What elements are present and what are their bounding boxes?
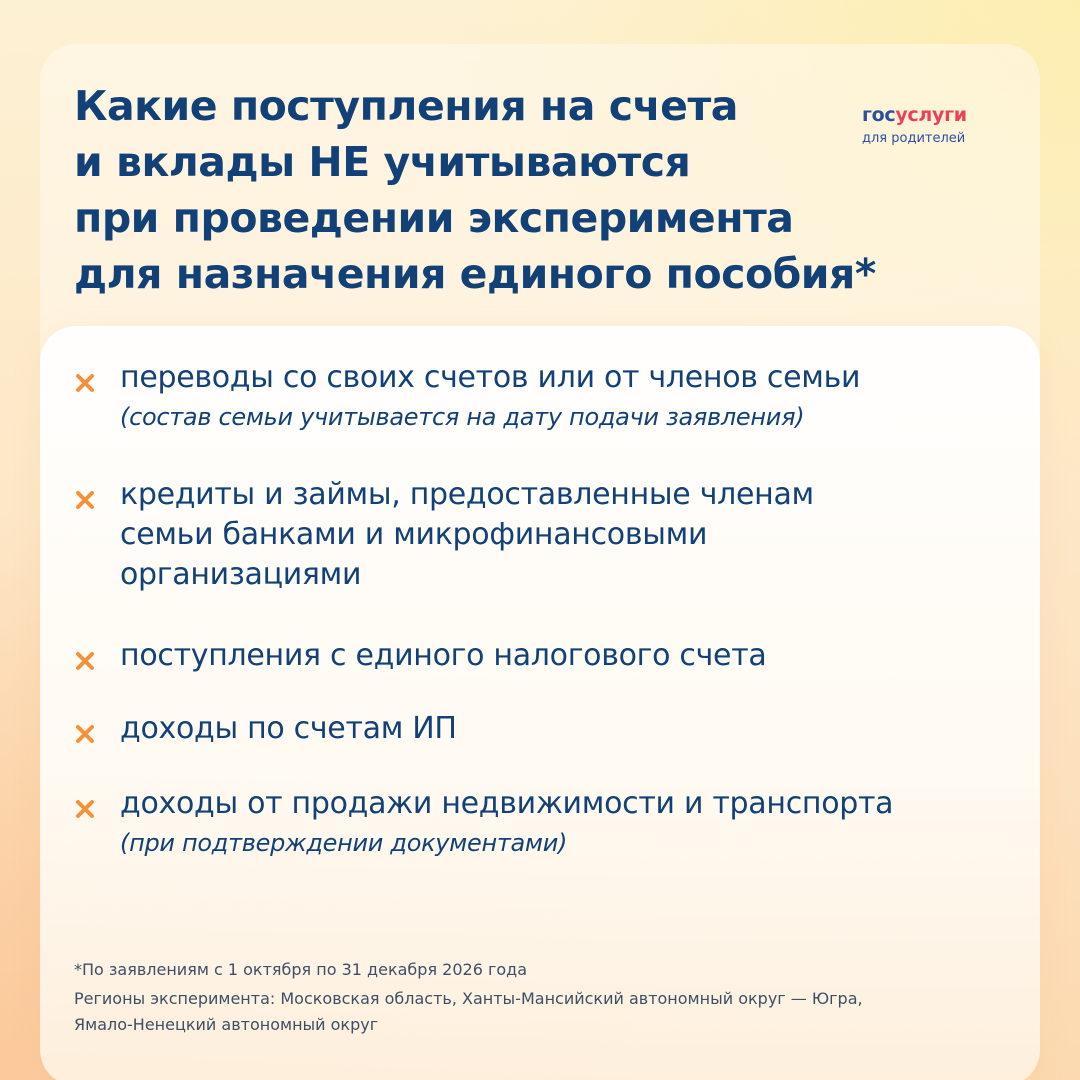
list-item-line: поступления с единого налогового счета	[120, 638, 767, 673]
list-item-text	[120, 709, 1014, 749]
title-line: Какие поступления на счета	[74, 82, 738, 130]
footnote	[74, 958, 1034, 1038]
list-item-text	[120, 475, 1014, 595]
gosuslugi-logo	[862, 104, 1012, 148]
list-item	[74, 784, 1014, 860]
list-item-text	[120, 358, 1014, 398]
title-line: и вклады НЕ учитываются	[74, 138, 691, 186]
list-item-line: переводы со своих счетов или от членов семьи	[120, 360, 861, 395]
title-line: при проведении эксперимента	[74, 194, 794, 242]
list-item-text	[120, 784, 1014, 824]
logo-uslugi: услуги	[895, 104, 967, 126]
list-item-line: доходы от продажи недвижимости и транспорта	[120, 786, 894, 821]
list-item	[74, 475, 1014, 636]
list-item-note: (при подтверждении документами)	[120, 829, 568, 857]
list-item	[74, 636, 1014, 709]
footnote-regions-line: Ямало-Ненецкий автономный округ	[74, 1015, 379, 1034]
cross-icon	[74, 723, 96, 745]
header	[74, 78, 876, 302]
title-line: для назначения единого пособия*	[74, 250, 876, 298]
list-item	[74, 709, 1014, 784]
list-item-line: доходы по счетам ИП	[120, 711, 457, 746]
cross-icon	[74, 489, 96, 511]
list-item-note: (состав семьи учитывается на дату подачи заявления)	[120, 403, 805, 431]
list-item-line: семьи банками и микрофинансовыми	[120, 517, 708, 552]
logo-subtitle: для родителей	[862, 131, 966, 146]
cross-icon	[74, 798, 96, 820]
logo-gos: гос	[862, 104, 896, 126]
logo-wordmark	[862, 104, 1012, 126]
cross-icon	[74, 650, 96, 672]
page-title	[74, 78, 876, 302]
excluded-list	[74, 358, 1014, 860]
footnote-regions	[74, 986, 1034, 1038]
footnote-dates: *По заявлениям с 1 октября по 31 декабря 2026 года	[74, 960, 528, 979]
cross-icon	[74, 372, 96, 394]
list-item	[74, 358, 1014, 475]
list-item-line: организациями	[120, 557, 362, 592]
list-item-line: кредиты и займы, предоставленные членам	[120, 477, 814, 512]
list-item-text	[120, 636, 1014, 676]
footnote-regions-line: Регионы эксперимента: Московская область, Ханты-Мансийский автономный округ — Югра,	[74, 989, 863, 1008]
